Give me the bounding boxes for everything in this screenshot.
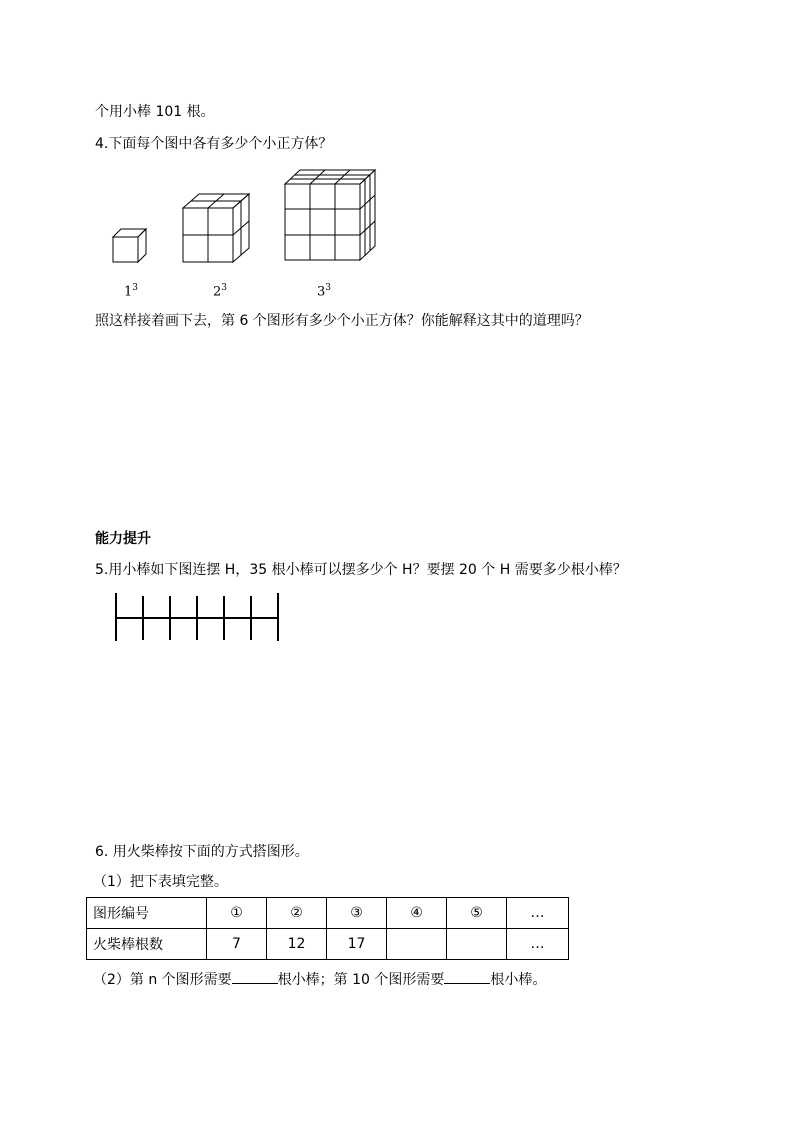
question-4-title: 4.下面每个图中各有多少个小正方体？ xyxy=(95,136,333,152)
cube-label-3: $3^3$ xyxy=(317,283,332,300)
h-matchstick-chain xyxy=(116,593,278,641)
question-6-title: 6. 用火柴棒按下面的方式搭图形。 xyxy=(95,844,309,860)
question-6-part-2 xyxy=(93,969,546,989)
cube-label-2: $2^3$ xyxy=(213,283,228,300)
question-4-prompt: 照这样接着画下去，第 6 个图形有多少个小正方体？你能解释这其中的道理吗？ xyxy=(95,313,589,329)
table-cell: ② xyxy=(267,898,327,929)
text-line-top: 个用小棒 101 根。 xyxy=(95,104,215,120)
row-header-matchstick-count: 火柴棒根数 xyxy=(87,929,207,960)
cube-label-1: $1^3$ xyxy=(124,283,139,300)
table-cell: ⑤ xyxy=(447,898,507,929)
cube-figure-2 xyxy=(183,194,249,262)
table-cell-blank[interactable] xyxy=(447,929,507,960)
answer-blank-10th[interactable] xyxy=(444,969,490,984)
table-cell: 17 xyxy=(327,929,387,960)
table-cell: ① xyxy=(207,898,267,929)
section-heading: 能力提升 xyxy=(95,531,151,547)
table-cell: ④ xyxy=(387,898,447,929)
cube-figure-1 xyxy=(113,229,146,262)
matchstick-table xyxy=(86,897,569,960)
answer-blank-nth[interactable] xyxy=(232,969,278,984)
part-2-suffix: 根小棒。 xyxy=(490,972,547,988)
table-cell: 12 xyxy=(267,929,327,960)
table-cell: … xyxy=(507,929,569,960)
question-5-title: 5.用小棒如下图连摆 H，35 根小棒可以摆多少个 H？要摆 20 个 H 需要多少根小棒？ xyxy=(95,562,627,578)
cube-figure-3 xyxy=(285,170,375,260)
part-2-middle: 根小棒；第 10 个图形需要 xyxy=(277,972,445,988)
question-6-part-1: （1）把下表填完整。 xyxy=(93,874,228,890)
table-cell-blank[interactable] xyxy=(387,929,447,960)
table-cell: … xyxy=(507,898,569,929)
table-row xyxy=(87,898,569,929)
part-2-prefix: （2）第 n 个图形需要 xyxy=(93,972,232,988)
row-header-figure-number: 图形编号 xyxy=(87,898,207,929)
table-cell: ③ xyxy=(327,898,387,929)
table-row xyxy=(87,929,569,960)
table-cell: 7 xyxy=(207,929,267,960)
